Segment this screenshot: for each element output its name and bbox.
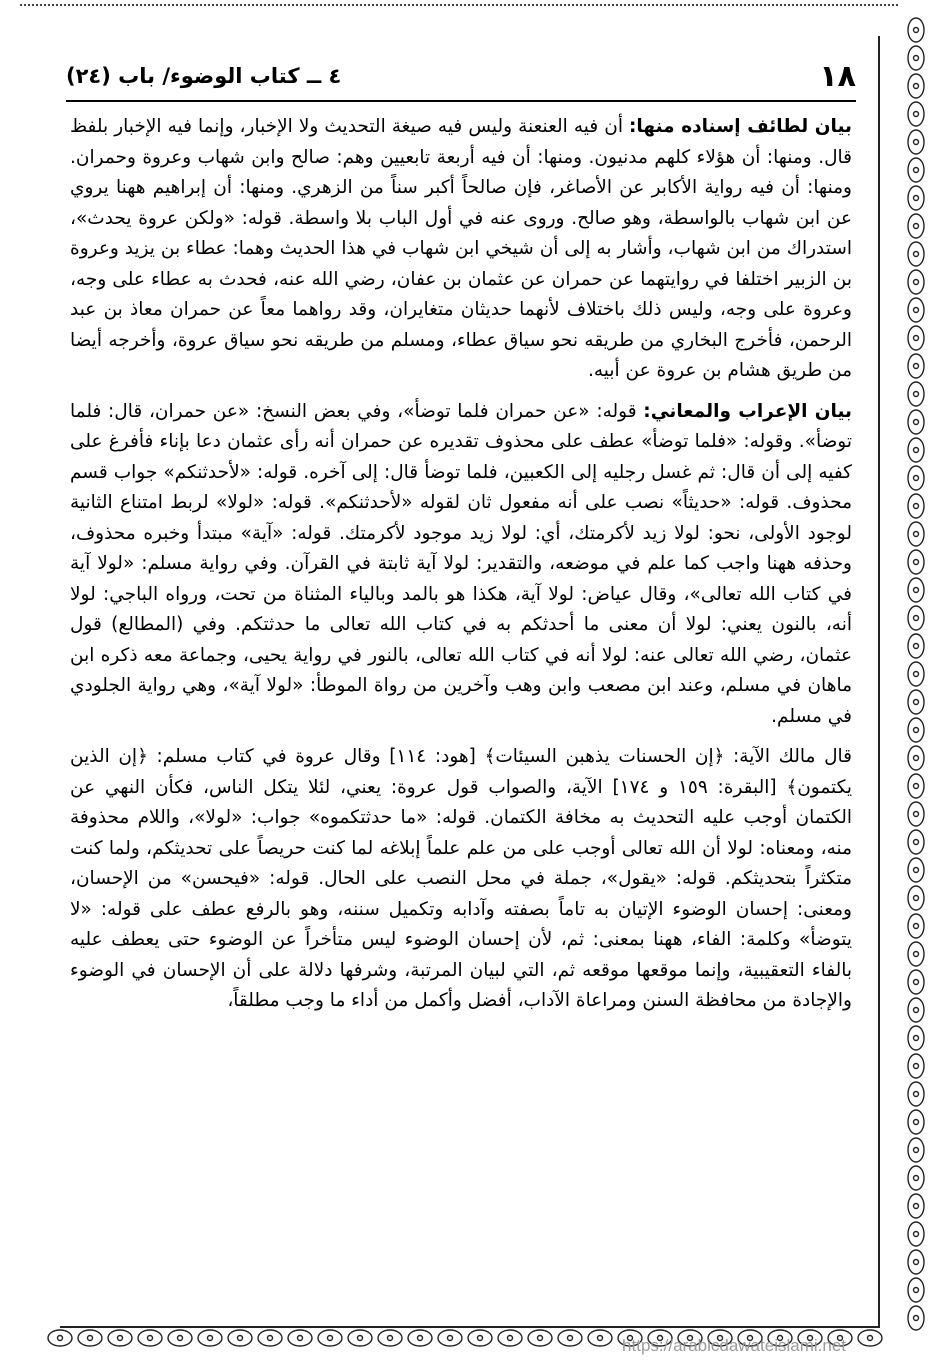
paragraph-text: قال مالك الآية: ﴿إن الحسنات يذهبن السيئات﴾ [هود: ١١٤] وقال عروة في كتاب مسلم: ﴿إن الذين يكتمون﴾ [البقرة: ١٥٩ و ١٧٤] الآية، والصواب قول عروة: يعني، لئلا يتكل الناس، فكأن النهي عن الكتمان أوجب عليه التحديث به مخافة الكتمان. قوله: «ما حدثتكموه» جواب: «لولا»، واللام محذوفة منه، ومعناه: لولا أن الله تعالى أوجب على من علم علماً إبلاغه لما كنت حريصاً على تحديثكم، ولما كنت متكثراً بتحديثكم. قوله: «يقول»، جملة في محل النصب على الحال. قوله: «فيحسن» من الإحسان، ومعنى: إحسان الوضوء الإتيان به تاماً بصفته وآدابه وتكميل سننه، وهو بالرفع عطف على قوله: «لا يتوضأ» وكلمة: الفاء، ههنا بمعنى: ثم، لأن إحسان الوضوء ليس متأخراً عن الوضوء حتى يعطف عليه بالفاء التعقيبية، وإنما موقعها موقعه ثم، التي لبيان المرتبة، وشرفها دلالة على أن الإحسان في الوضوء والإجادة من محافظة السنن ومراعاة الآداب، أفضل وأكمل من أداء ما وجب مطلقاً،: [70, 746, 852, 1011]
page-number: ١٨: [819, 58, 856, 94]
right-ornament-border: [876, 0, 938, 1362]
watermark-url: https://arabicdawateislami.net: [622, 1336, 846, 1355]
right-frame-line: [878, 36, 880, 1328]
paragraph-text: قوله: «عن حمران فلما توضأ»، وفي بعض النسخ: «عن حمران، قال: فلما توضأ». وقوله: «فلما توضأ» عطف على محذوف تقديره عن حمران أنه رأى عثمان دعا بإناء فأفرغ على كفيه إلى أن قال: ثم غسل رجليه إلى الكعبين، فلما توضأ قال: إلى آخره. قوله: «لأحدثنكم» جواب قسم محذوف. قوله: «حديثاً» نصب على أنه مفعول ثان لقوله «لأحدثنكم». قوله: «لولا» لربط امتناع الثانية لوجود الأولى، نحو: لولا زيد لأكرمتك، أي: لولا زيد موجود لأكرمتك. قوله: «آية» مبتدأ وخبره محذوف، وحذفه ههنا واجب كما علم في موضعه، والتقدير: لولا آية ثابتة في القرآن. وفي رواية مسلم: «لولا آية في كتاب الله تعالى»، وقال عياض: لولا آية، هكذا هو بالمد وبالياء المثناة من تحت، ورواه الباجي: لولا أنه، بالنون يعني: لولا أن معنى ما أحدثكم به في كتاب الله تعالى ما حدثتكم. وفي (المطالع) قول عثمان، رضي الله تعالى عنه: لولا أنه في كتاب الله تعالى، بالنور في رواية يحيى، وجماعة معه ذكره ابن ماهان في مسلم، وعند ابن مصعب وابن وهب وآخرين من رواة الموطأ: «لولا آية»، وهي رواية الجلودي في مسلم.: [70, 400, 852, 727]
paragraph-lead: بيان لطائف إسناده منها:: [629, 116, 852, 137]
paragraph-malik: [70, 742, 852, 1017]
paragraph-text: أن فيه العنعنة وليس فيه صيغة التحديث ولا الإخبار، وإنما فيه الإخبار بلفظ قال. ومنها: أن هؤلاء كلهم مدنيون. ومنها: أن فيه أربعة تابعيين وهم: صالح وابن شهاب وعروة وحمران. ومنها: أن فيه رواية الأكابر عن الأصاغر، فإن صالحاً أكبر سناً من الزهري. ومنها: أن إبراهيم ههنا يروي عن ابن شهاب بالواسطة، وهو صالح. وروى عنه في أول الباب بلا واسطة. قوله: «ولكن عروة يحدث»، استدراك من ابن شهاب، وأشار به إلى أن شيخي ابن شهاب في هذا الحديث وهما: عطاء بن يزيد وعروة بن الزبير اختلفا في روايتهما عن حمران عن عثمان بن عفان، رضي الله عنه، فحدث به عطاء على وجه، وعروة على وجه، وليس ذلك باختلاف لأنهما حديثان متغايران، وقد رواهما معاً عن حمران معاذ بن عبد الرحمن، فأخرج البخاري من طريقه نحو سياق عطاء، ومسلم من طريقه نحو سياق عروة، وأخرجه أيضا من طريق هشام بن عروة عن أبيه.: [70, 116, 852, 381]
page-header: [66, 56, 856, 96]
running-title: ٤ ــ كتاب الوضوء/ باب (٢٤): [66, 64, 342, 88]
top-ornament-border: [20, 4, 898, 20]
header-rule: [66, 100, 856, 102]
body-text: [70, 112, 852, 1027]
paragraph-isnad: [70, 112, 852, 387]
paragraph-irab: [70, 397, 852, 733]
paragraph-lead: بيان الإعراب والمعاني:: [643, 400, 852, 422]
bottom-frame-line: [60, 1326, 880, 1328]
